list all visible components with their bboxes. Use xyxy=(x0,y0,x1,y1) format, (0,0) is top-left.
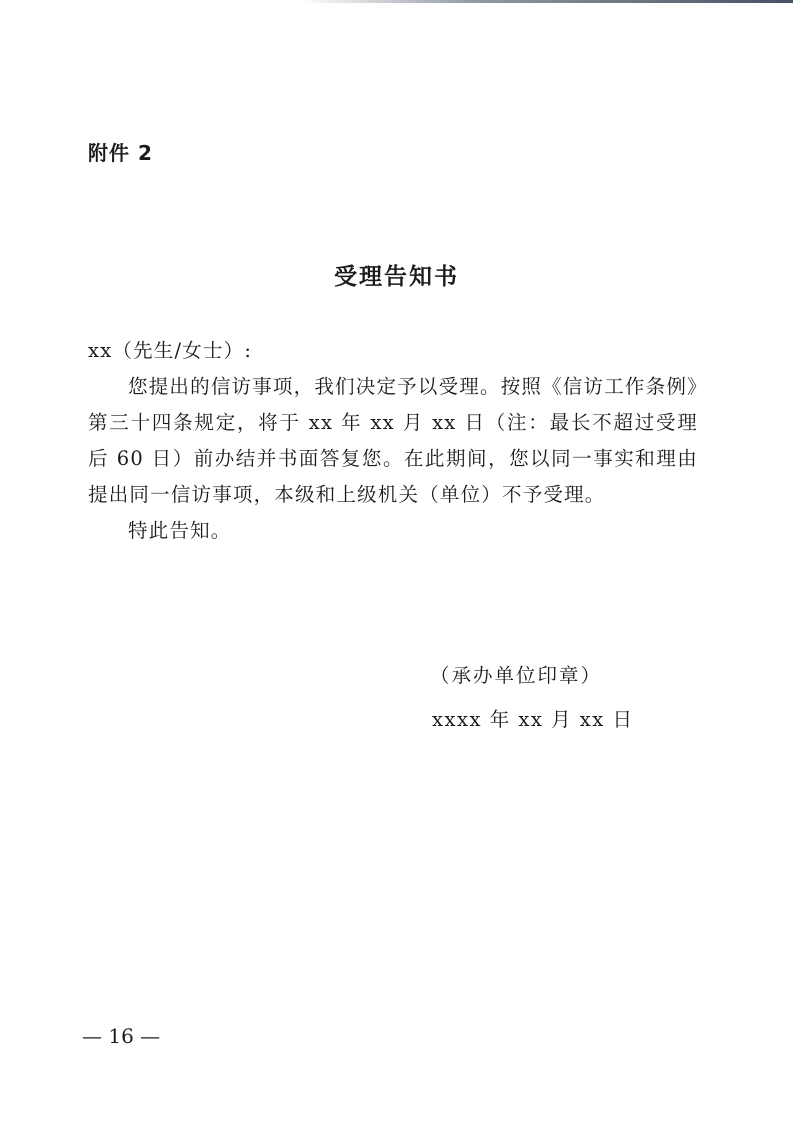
seal-placeholder: （承办单位印章） xyxy=(430,664,603,687)
main-paragraph: 您提出的信访事项，我们决定予以受理。按照《信访工作条例》第三十四条规定，将于 xx 年 xx 月 xx 日（注：最长不超过受理后 60 日）前办结并书面答复您。在此期间，您以同一事实和理由提出同一信访事项，本级和上级机关（单位）不予受理。 xyxy=(88,375,698,506)
salutation: xx（先生/女士）: xyxy=(88,339,253,362)
notice-body xyxy=(88,333,698,549)
page-number: — 16 — xyxy=(82,1024,161,1048)
document-title: 受理告知书 xyxy=(334,264,459,290)
scan-edge xyxy=(300,0,793,3)
attachment-label: 附件 2 xyxy=(88,141,153,165)
signature-date: xxxx 年 xx 月 xx 日 xyxy=(432,708,634,731)
closing-paragraph: 特此告知。 xyxy=(128,519,232,542)
